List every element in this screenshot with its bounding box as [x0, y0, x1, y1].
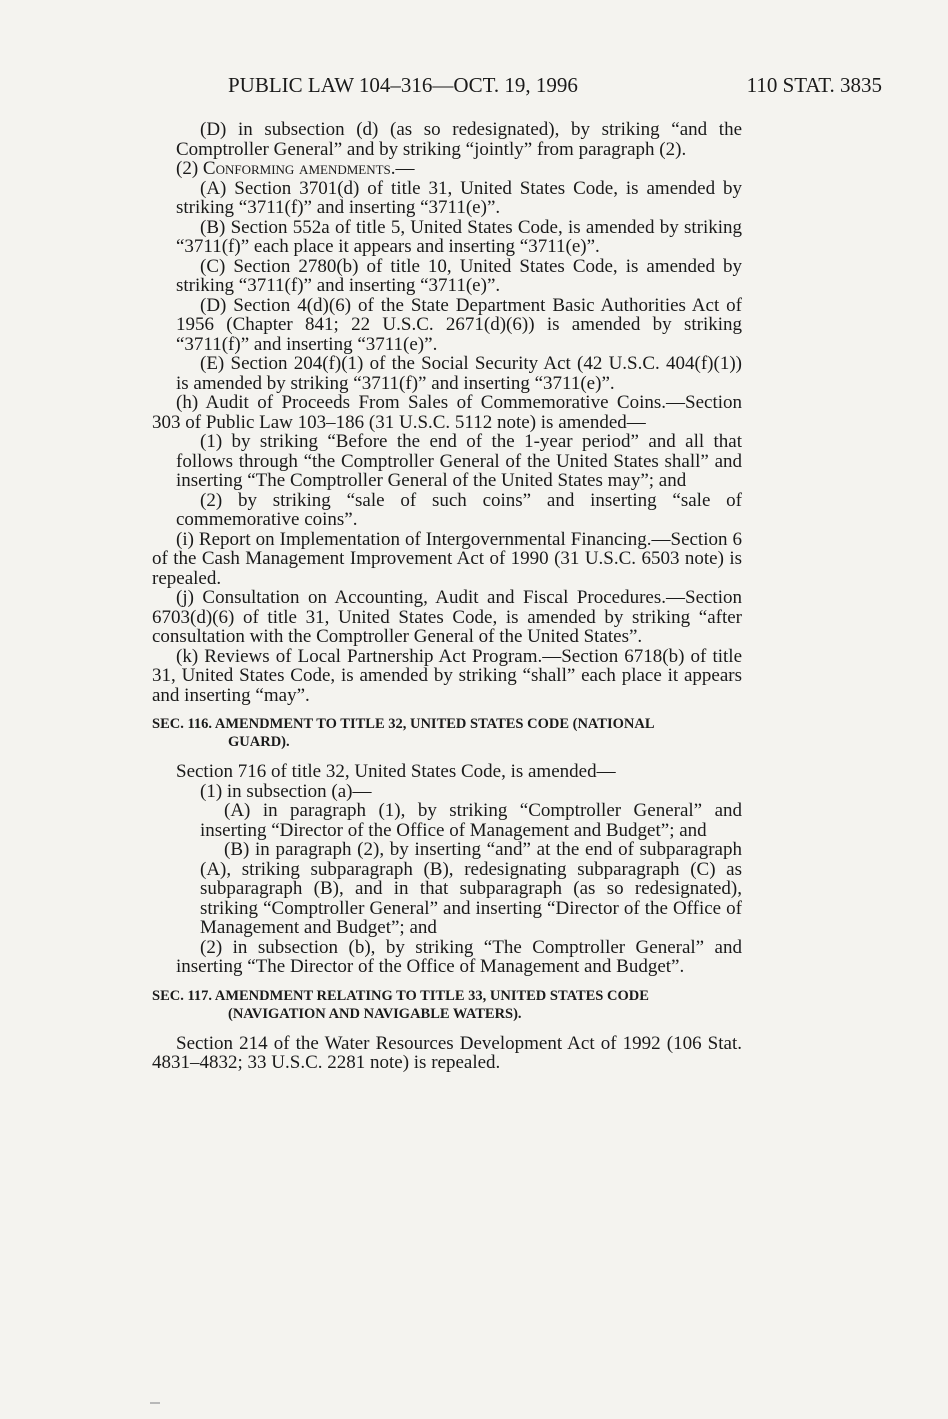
- section-116-heading: [152, 715, 742, 751]
- header-stat-page: 110 STAT. 3835: [746, 73, 882, 97]
- section-116-1: (1) in subsection (a)—: [200, 780, 372, 802]
- scan-mark: [150, 1402, 160, 1404]
- paragraph-d-subsection: (D) in subsection (d) (as so redesignated), by striking “and the Comptroller General” and by striking “jointly” from paragraph (2).: [176, 119, 742, 160]
- paragraph-h-audit-proceeds: (h) Audit of Proceeds From Sales of Commemorative Coins.—Section 303 of Public Law 103–186 (31 U.S.C. 5112 note) is amended—: [152, 392, 742, 433]
- section-116-2: (2) in subsection (b), by striking “The Comptroller General” and inserting “The Director of the Office of Management and Budget”.: [176, 936, 742, 977]
- paragraph-d-section-4d6: (D) Section 4(d)(6) of the State Department Basic Authorities Act of 1956 (Chapter 841; 22 U.S.C. 2671(d)(6)) is amended by striking “3711(f)” and inserting “3711(e)”.: [176, 294, 742, 355]
- paragraph-j-consultation: (j) Consultation on Accounting, Audit and Fiscal Procedures.—Section 6703(d)(6) of title 31, United States Code, is amended by striking “after consultation with the Comptroller General of the United States”.: [152, 587, 742, 647]
- paragraph-i-report: (i) Report on Implementation of Intergovernmental Financing.—Section 6 of the Cash Management Improvement Act of 1990 (31 U.S.C. 6503 note) is repealed.: [152, 528, 742, 589]
- section-116-1-a: (A) in paragraph (1), by striking “Comptroller General” and inserting “Director of the Office of Management and Budget”; and: [200, 800, 742, 841]
- section-116-1-b: (B) in paragraph (2), by inserting “and” at the end of subparagraph (A), striking subparagraph (B), redesignating subparagraph (C) as subparagraph (B), and in that subparagraph (as so redesignated), striking “Comptroller General” and inserting “Director of the Office of Management and Budget”; and: [200, 839, 742, 938]
- section-117-heading: [152, 987, 742, 1023]
- section-117-text: Section 214 of the Water Resources Development Act of 1992 (106 Stat. 4831–4832; 33 U.S.C. 2281 note) is repealed.: [152, 1032, 742, 1073]
- paragraph-c-section-2780: (C) Section 2780(b) of title 10, United States Code, is amended by striking “3711(f)” and inserting “3711(e)”.: [176, 255, 742, 296]
- section-116-intro: Section 716 of title 32, United States Code, is amended—: [176, 761, 616, 782]
- paragraph-a-section-3701: (A) Section 3701(d) of title 31, United States Code, is amended by striking “3711(f)” and inserting “3711(e)”.: [176, 177, 742, 218]
- document-body: [152, 120, 742, 1073]
- paragraph-conforming-amendments: (2) Conforming amendments.—: [176, 158, 415, 179]
- paragraph-h-1: (1) by striking “Before the end of the 1-year period” and all that follows through “the Comptroller General of the United States shall” and inserting “The Comptroller General of the United States may”; and: [176, 431, 742, 491]
- section-116-heading-line1: SEC. 116. AMENDMENT TO TITLE 32, UNITED STATES CODE (NATIONAL: [152, 716, 655, 732]
- section-117-heading-line2: (NAVIGATION AND NAVIGABLE WATERS).: [228, 1005, 522, 1022]
- paragraph-b-section-552a: (B) Section 552a of title 5, United States Code, is amended by striking “3711(f)” each place it appears and inserting “3711(e)”.: [176, 216, 742, 257]
- paragraph-e-section-204: (E) Section 204(f)(1) of the Social Security Act (42 U.S.C. 404(f)(1)) is amended by striking “3711(f)” and inserting “3711(e)”.: [176, 353, 742, 394]
- paragraph-k-reviews: (k) Reviews of Local Partnership Act Program.—Section 6718(b) of title 31, United States Code, is amended by striking “shall” each place it appears and inserting “may”.: [152, 645, 742, 706]
- section-116-heading-line2: GUARD).: [228, 734, 290, 750]
- header-title: PUBLIC LAW 104–316—OCT. 19, 1996: [228, 73, 578, 97]
- section-117-heading-line1: SEC. 117. AMENDMENT RELATING TO TITLE 33, UNITED STATES CODE: [152, 987, 649, 1004]
- paragraph-h-2: (2) by striking “sale of such coins” and inserting “sale of commemorative coins”.: [176, 489, 742, 530]
